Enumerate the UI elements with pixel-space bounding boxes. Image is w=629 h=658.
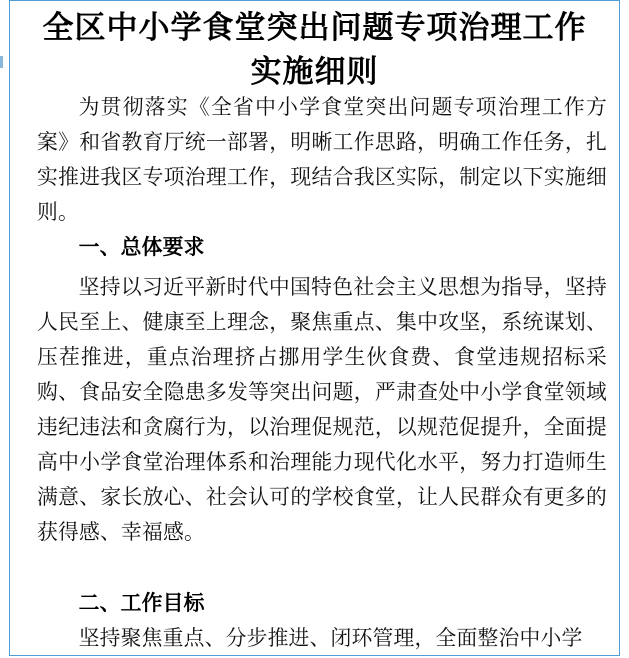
- document-title-line2: 实施细则: [250, 54, 379, 90]
- section-heading-general-requirements: 一、总体要求: [78, 235, 205, 259]
- document-body: [37, 90, 607, 656]
- document-title-line1: 全区中小学食堂突出问题专项治理工作: [42, 10, 587, 46]
- section-paragraph-general-requirements: 坚持以习近平新时代中国特色社会主义思想为指导，坚持人民至上、健康至上理念，聚焦重点、集中攻坚，系统谋划、压茬推进，重点治理挤占挪用学生伙食费、食堂违规招标采购、食品安全隐患多发等突出问题，严肃查处中小学食堂领域违纪违法和贪腐行为，以治理促规范，以规范促提升，全面提高中小学食堂治理体系和治理能力现代化水平，努力打造师生满意、家长放心、社会认可的学校食堂，让人民群众有更多的获得感、幸福感。: [37, 275, 607, 544]
- section-heading-work-goals: 二、工作目标: [78, 591, 205, 615]
- intro-paragraph: 为贯彻落实《全省中小学食堂突出问题专项治理工作方案》和省教育厅统一部署，明晰工作思路，明确工作任务，扎实推进我区专项治理工作，现结合我区实际，制定以下实施细则。: [37, 95, 607, 224]
- left-edge-marker: [0, 56, 3, 68]
- section-paragraph-work-goals: 坚持聚焦重点、分步推进、闭环管理，全面整治中小学: [78, 626, 583, 650]
